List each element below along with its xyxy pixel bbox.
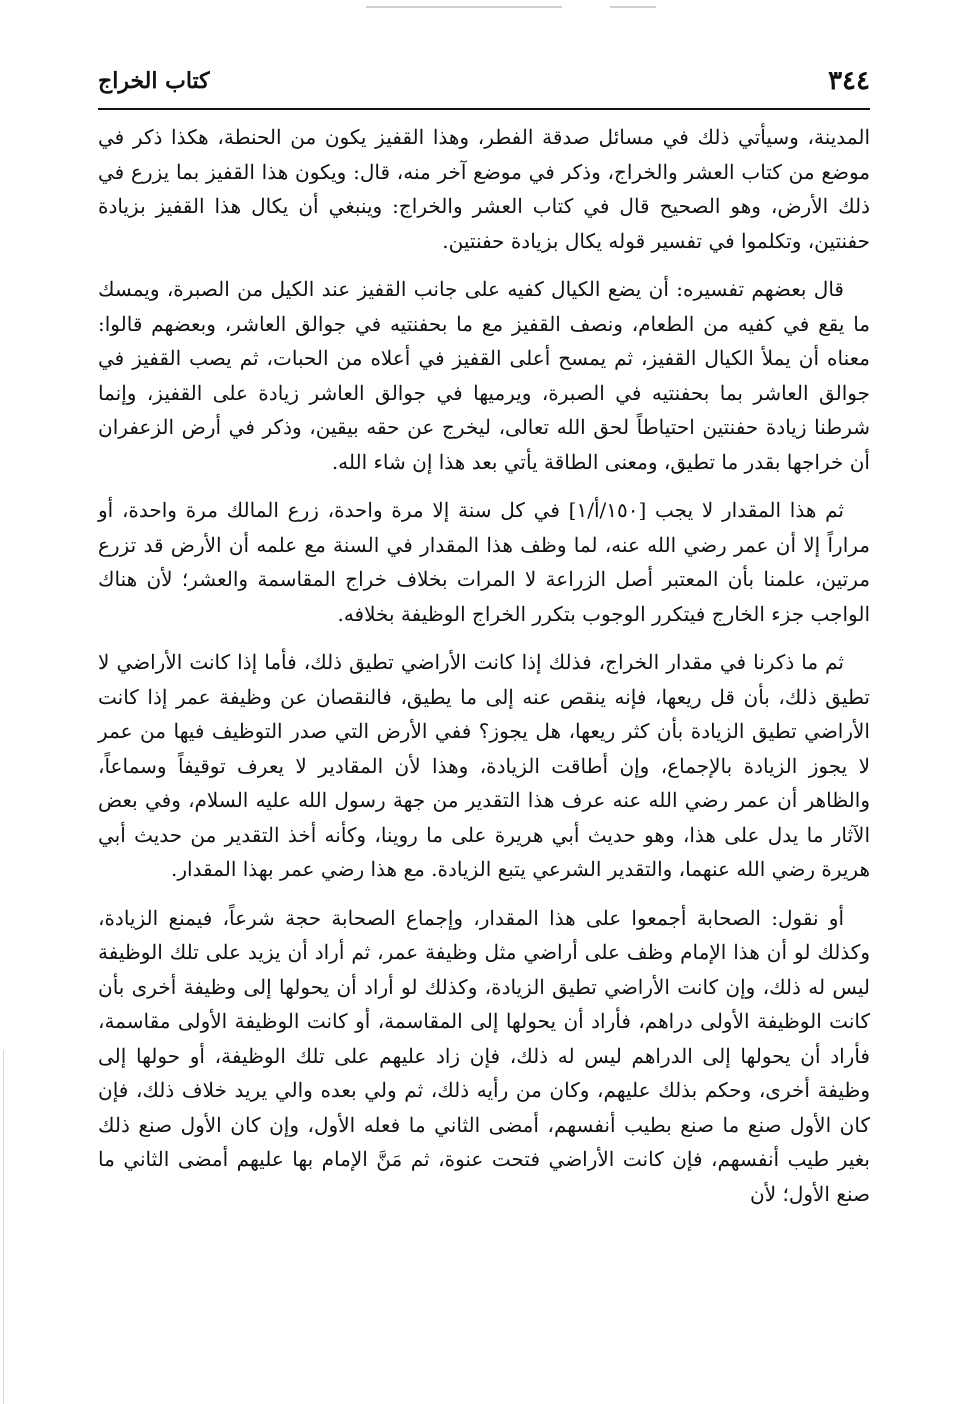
paragraph: قال بعضهم تفسيره: أن يضع الكيال كفيه على جانب القفيز عند الكيل من الصبرة، ويمسك ما يقع في كفيه من الطعام، ونصف القفيز مع ما بحفنتيه في جوالق العاشر، وبعضهم قالوا: معناه أن يملأ الكيال القفيز، ثم يمسح أعلى القفيز في أعلاه من الحبات، ثم يصب القفيز في جوالق العاشر بما بحفنتيه في الصبرة، ويرميها في جوالق العاشر زيادة على القفيز، وإنما شرطنا زيادة حفنتين احتياطاً لحق الله تعالى، ليخرج عن حقه بيقين، وذكر في أرض الزعفران أن خراجها بقدر ما تطيق، ومعنى الطاقة يأتي بعد هذا إن شاء الله. [98, 277, 870, 474]
paragraph-continuation: المدينة، وسيأتي ذلك في مسائل صدقة الفطر، وهذا القفيز يكون من الحنطة، هكذا ذكر في موضع من كتاب العشر والخراج، وذكر في موضع آخر منه، قال: ويكون هذا القفيز بما يزرع في ذلك الأرض، وهو الصحيح قال في كتاب العشر والخراج: وينبغي أن يكال هذا القفيز بزيادة حفنتين، وتكلموا في تفسير قوله يكال بزيادة حفنتين. [98, 125, 870, 253]
running-title: كتاب الخراج [98, 68, 210, 94]
scan-edge-line [3, 1050, 4, 1404]
scan-mark [610, 6, 656, 8]
page-header [98, 66, 870, 106]
paragraph: أو نقول: الصحابة أجمعوا على هذا المقدار، وإجماع الصحابة حجة شرعاً، فيمنع الزيادة، وكذلك لو أن هذا الإمام وظف على أراضي مثل وظيفة عمر، ثم أراد أن يزيد على تلك الوظيفة ليس له ذلك، وإن كانت الأراضي تطيق الزيادة، وكذلك لو أراد أن يحولها إلى وظيفة أخرى بأن كانت الوظيفة الأولى دراهم، فأراد أن يحولها إلى المقاسمة، أو كانت الوظيفة الأولى مقاسمة، فأراد أن يحولها إلى الدراهم ليس له ذلك، فإن زاد عليهم على تلك الوظيفة، أو حولها إلى وظيفة أخرى، وحكم بذلك عليهم، وكان من رأيه ذلك، ثم ولي بعده والي يريد خلاف ذلك، فإن كان الأول صنع ما صنع بطيب أنفسهم، أمضى الثاني ما فعله الأول، وإن كان الأول صنع ذلك بغير طيب أنفسهم، فإن كانت الأراضي فتحت عنوة، ثم مَنَّ الإمام بها عليهم أمضى الثاني ما صنع الأول؛ لأن [98, 905, 870, 1206]
header-divider [98, 108, 870, 110]
body-text [98, 120, 870, 1225]
paragraph: ثم هذا المقدار لا يجب [١٥٠/أ/١] في كل سنة إلا مرة واحدة، زرع المالك مرة واحدة، أو مراراً إلا أن عمر رضي الله عنه، لما وظف هذا المقدار في السنة مع علمه أن الأرض قد تزرع مرتين، علمنا بأن المعتبر أصل الزراعة لا المرات بخلاف خراج المقاسمة والعشر؛ لأن هناك الواجب جزء الخارج فيتكرر الوجوب بتكرر الخراج الوظيفة بخلافه. [98, 498, 870, 626]
scan-mark [366, 6, 562, 8]
page-number: ٣٤٤ [828, 66, 870, 96]
paragraph: ثم ما ذكرنا في مقدار الخراج، فذلك إذا كانت الأراضي تطيق ذلك، فأما إذا كانت الأراضي لا تطيق ذلك، بأن قل ريعها، فإنه ينقص عنه إلى ما يطيق، فالنقصان عن وظيفة عمر إذا كانت الأراضي تطيق الزيادة بأن كثر ريعها، هل يجوز؟ ففي الأرض التي صدر التوظيف فيها من عمر لا يجوز الزيادة بالإجماع، وإن أطاقت الزيادة، وهذا لأن المقادير لا يعرف توقيفاً وسماعاً، والظاهر أن عمر رضي الله عنه عرف هذا التقدير من جهة رسول الله عليه السلام، وفي بعض الآثار ما يدل على هذا، وهو حديث أبي هريرة على ما روينا، وكأنه أخذ التقدير من حديث أبي هريرة رضي الله عنهما، والتقدير الشرعي يتبع الزيادة. مع هذا رضي عمر بهذا المقدار. [98, 650, 870, 881]
